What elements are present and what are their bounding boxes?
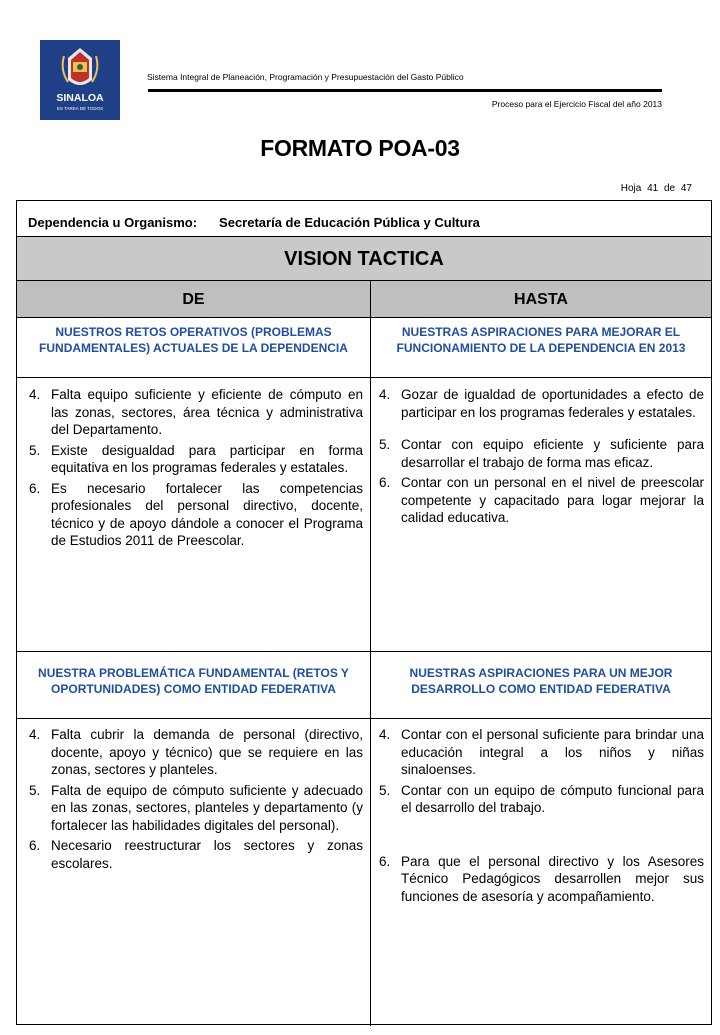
column-header-de: DE xyxy=(17,281,370,318)
list-item: 5. Falta de equipo de cómputo suficiente y adecuado en las zonas, sectores, planteles y departamento (y fortalecer las habilidades digitales del personal). xyxy=(29,782,363,833)
block1-right-list xyxy=(379,386,704,527)
block1-left-list xyxy=(29,386,363,550)
list-item: 4. Falta equipo suficiente y eficiente de cómputo en las zonas, sectores, área técnica y administrativa del Departamento. xyxy=(29,387,363,437)
form-table xyxy=(16,200,712,1025)
block-divider xyxy=(17,651,711,652)
column-header-hasta: HASTA xyxy=(371,281,711,318)
sinaloa-logo xyxy=(40,40,120,120)
list-item: 5. Contar con un equipo de cómputo funcional para el desarrollo del trabajo. xyxy=(379,782,704,815)
list-item: 6. Necesario reestructurar los sectores y zonas escolares. xyxy=(29,838,363,871)
list-item: 4. Gozar de igualdad de oportunidades a efecto de participar en los programas federales y estatales. xyxy=(379,387,704,420)
list-item: 4. Contar con el personal suficiente para brindar una educación integral a los niños y niñas sinaloenses. xyxy=(379,727,704,777)
block1-right-title: NUESTRAS ASPIRACIONES PARA MEJORAR EL FUNCIONAMIENTO DE LA DEPENDENCIA EN 2013 xyxy=(371,318,711,378)
process-label: Proceso para el Ejercicio Fiscal del año 2013 xyxy=(491,99,662,109)
system-name: Sistema Integral de Planeación, Programación y Presupuestación del Gasto Público xyxy=(147,72,464,82)
header-rule xyxy=(148,89,662,92)
dependency-label: Dependencia u Organismo: xyxy=(28,215,198,230)
column-divider xyxy=(370,281,371,1026)
list-item: 4. Falta cubrir la demanda de personal (directivo, docente, apoyo y técnico) que se requiere en las zonas, sectores y planteles. xyxy=(29,727,363,777)
logo-text: SINALOA xyxy=(56,92,104,104)
list-item: 5. Existe desigualdad para participar en forma equitativa en los programas federales y estatales. xyxy=(29,442,363,475)
block2-right-list xyxy=(379,726,704,905)
block2-left-list xyxy=(29,726,363,872)
page-counter: Hoja 41 de 47 xyxy=(620,183,692,194)
dependency-row xyxy=(17,201,711,237)
dependency-value: Secretaría de Educación Pública y Cultura xyxy=(219,215,480,230)
page-title: FORMATO POA-03 xyxy=(260,135,460,161)
list-item: 5. Contar con equipo eficiente y suficiente para desarrollar el trabajo de forma mas eficaz. xyxy=(379,437,704,470)
list-item: 6. Para que el personal directivo y los Asesores Técnico Pedagógicos desarrollen mejor sus funciones de asesoría y acompañamiento. xyxy=(379,853,704,904)
logo-tagline: ES TAREA DE TODOS xyxy=(56,106,104,111)
section-title: VISION TACTICA xyxy=(17,237,711,281)
list-item: 6. Contar con un personal en el nivel de preescolar competente y capacitado para logar mejorar la calidad educativa. xyxy=(379,475,704,525)
block2-left-title: NUESTRA PROBLEMÁTICA FUNDAMENTAL (RETOS Y OPORTUNIDADES) COMO ENTIDAD FEDERATIVA xyxy=(17,659,370,719)
block1-left-title: NUESTROS RETOS OPERATIVOS (PROBLEMAS FUNDAMENTALES) ACTUALES DE LA DEPENDENCIA xyxy=(17,318,370,378)
list-item: 6. Es necesario fortalecer las competencias profesionales del personal directivo, docente, técnico y de apoyo dándole a conocer el Programa de Estudios 2011 de Preescolar. xyxy=(29,480,363,548)
block2-right-title: NUESTRAS ASPIRACIONES PARA UN MEJOR DESARROLLO COMO ENTIDAD FEDERATIVA xyxy=(371,659,711,719)
